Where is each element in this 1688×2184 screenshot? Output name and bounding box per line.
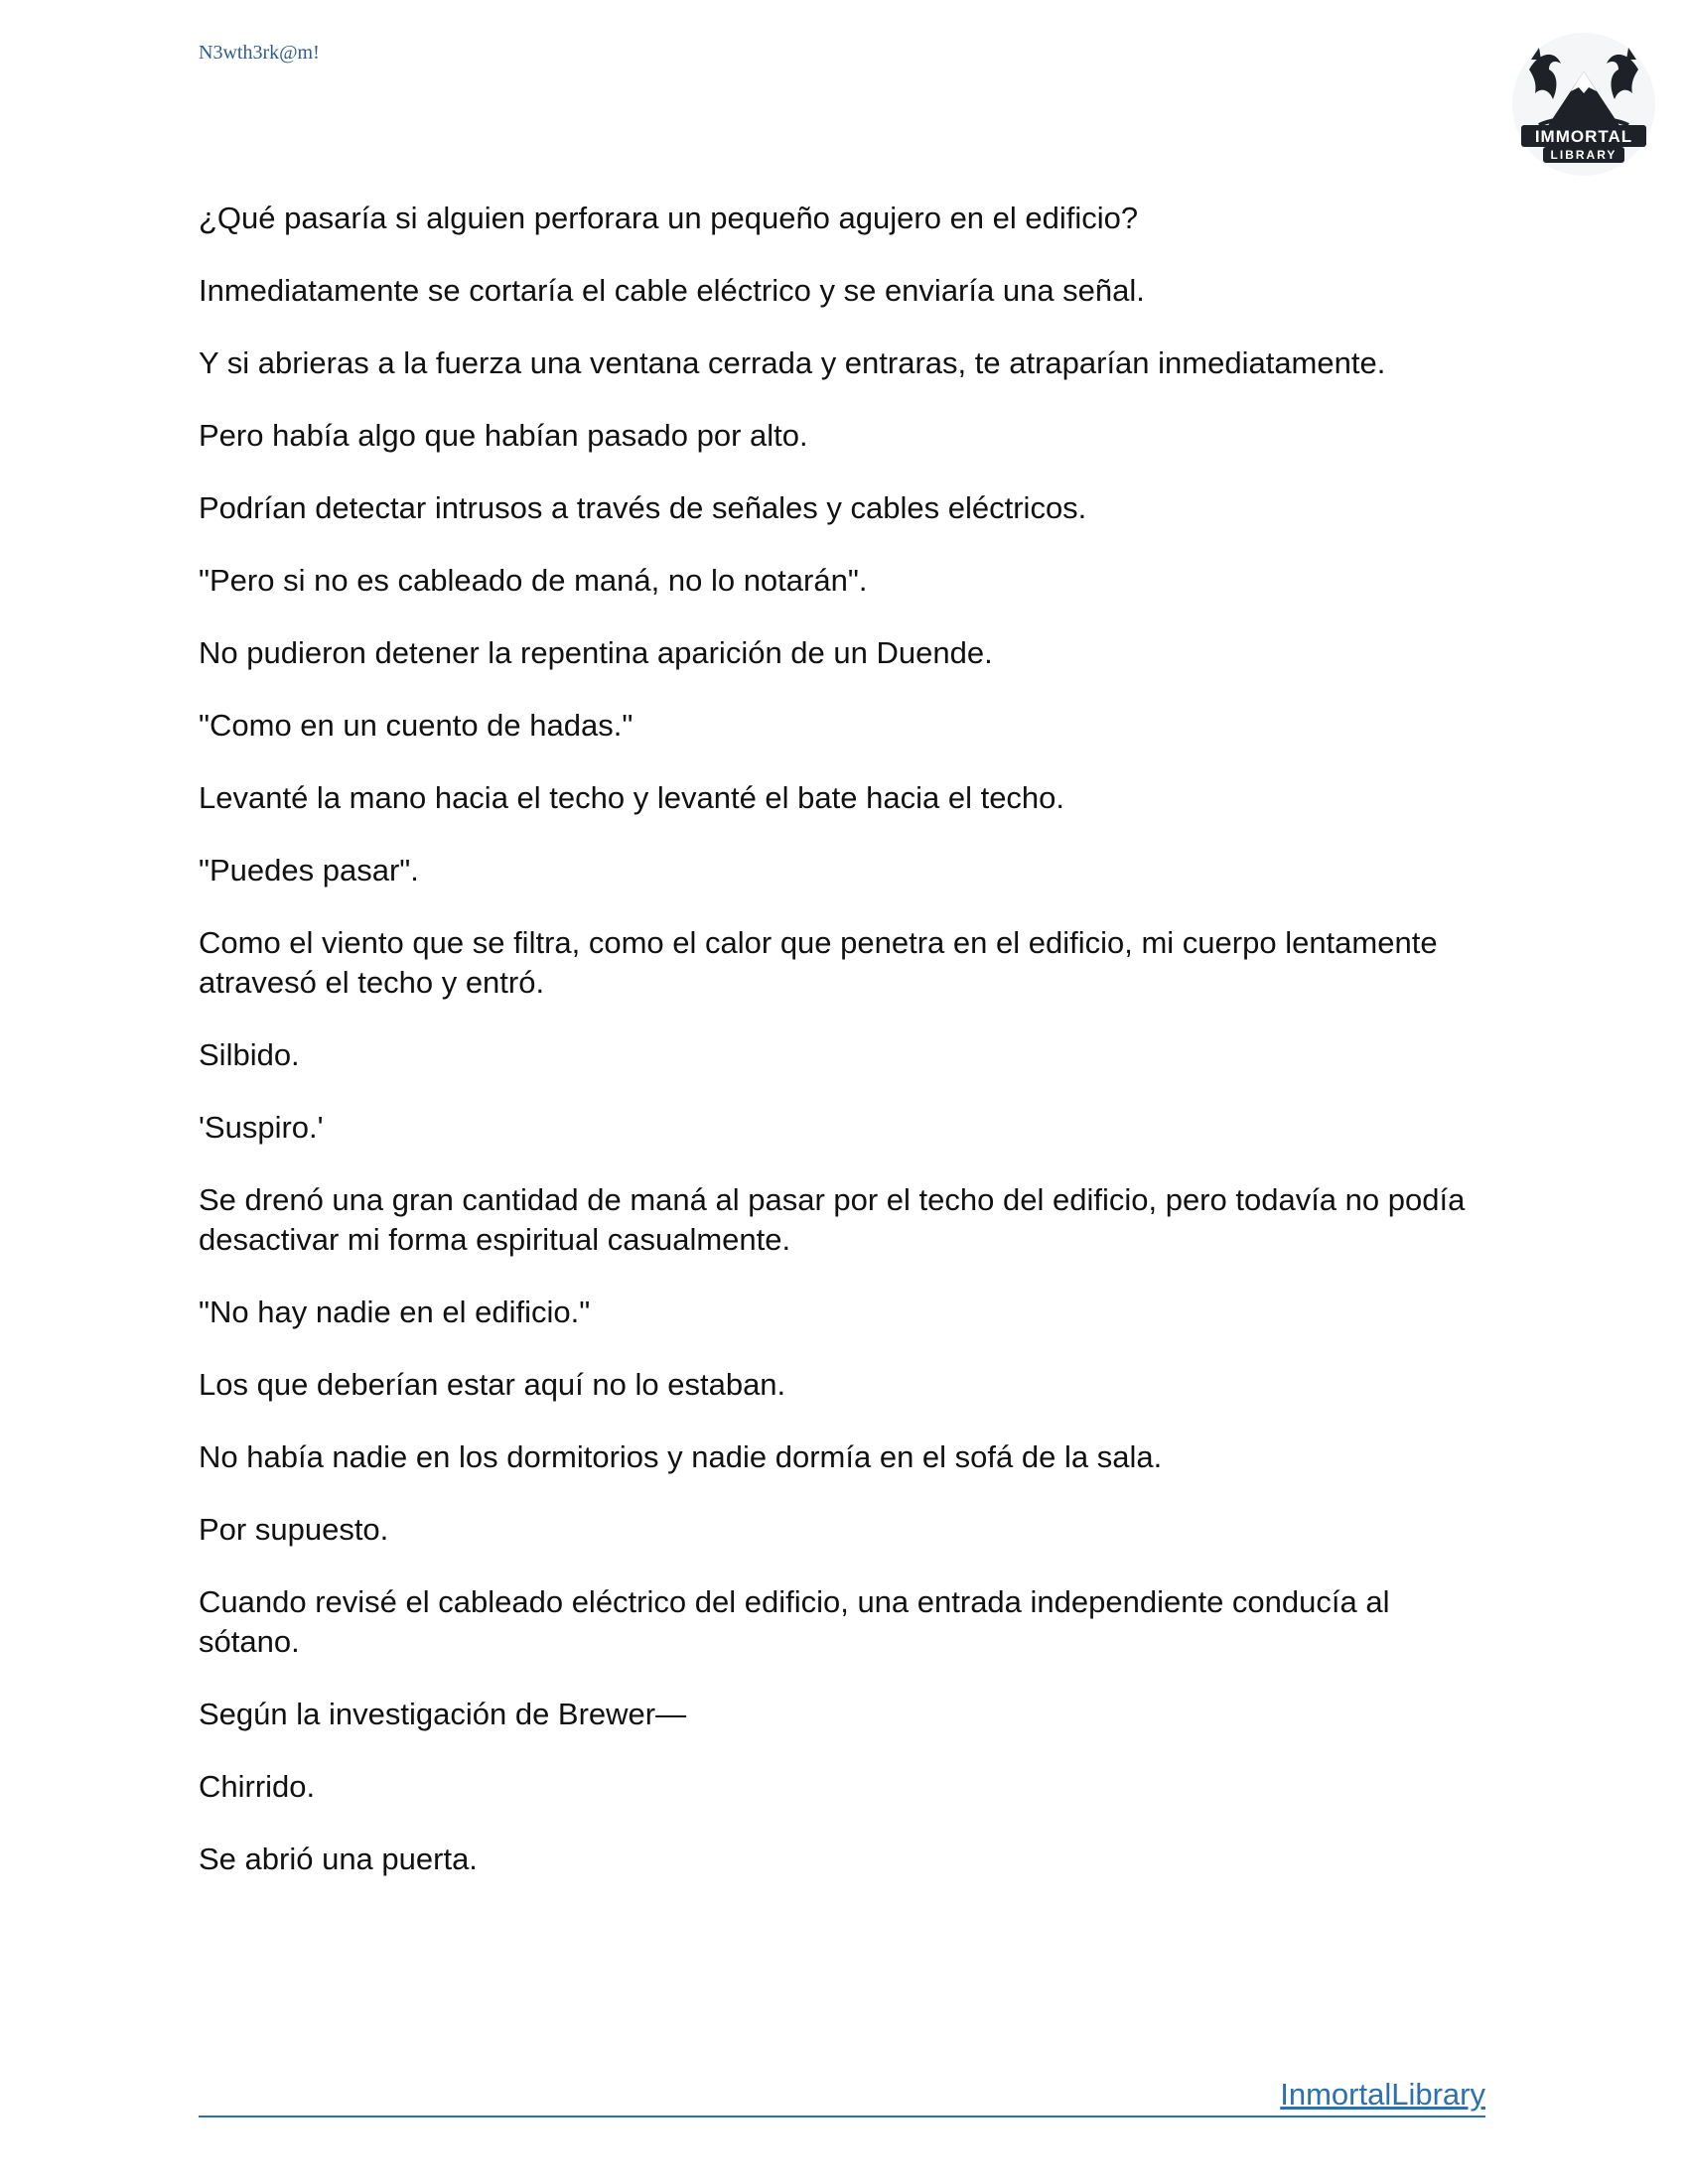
paragraph: Chirrido. [199, 1769, 316, 1804]
paragraph: Se abrió una puerta. [199, 1842, 478, 1876]
paragraph: "Pero si no es cableado de maná, no lo notarán". [199, 563, 868, 598]
logo-top-text: IMMORTAL [1534, 127, 1633, 146]
paragraph: No había nadie en los dormitorios y nadie dormía en el sofá de la sala. [199, 1439, 1163, 1474]
paragraph: ¿Qué pasaría si alguien perforara un pequeño agujero en el edificio? [199, 201, 1139, 235]
chapter-body [199, 199, 1489, 1912]
logo-bottom-text: LIBRARY [1550, 148, 1618, 162]
paragraph: Inmediatamente se cortaría el cable eléctrico y se enviaría una señal. [199, 273, 1145, 308]
paragraph: Pero había algo que habían pasado por alto. [199, 418, 808, 453]
paragraph: 'Suspiro.' [199, 1110, 324, 1145]
paragraph: "No hay nadie en el edificio." [199, 1295, 591, 1329]
paragraph: "Puedes pasar". [199, 853, 419, 887]
header-text: N3wth3rk@m! [199, 42, 320, 64]
immortal-library-logo [1509, 30, 1658, 179]
paragraph: Silbido. [199, 1037, 300, 1072]
paragraph: Y si abrieras a la fuerza una ventana cerrada y entraras, te atraparían inmediatamente. [199, 345, 1386, 380]
paragraph: Los que deberían estar aquí no lo estaban. [199, 1367, 786, 1402]
footer-library-link[interactable]: InmortalLibrary [1280, 2077, 1485, 2112]
paragraph: Según la investigación de Brewer— [199, 1697, 687, 1731]
footer-divider [199, 2116, 1485, 2117]
paragraph: Cuando revisé el cableado eléctrico del edificio, una entrada independiente conducía al sótano. [199, 1584, 1390, 1659]
paragraph: Se drenó una gran cantidad de maná al pasar por el techo del edificio, pero todavía no podía desactivar mi forma espiritual casualmente. [199, 1182, 1466, 1257]
paragraph: "Como en un cuento de hadas." [199, 708, 633, 743]
paragraph: Por supuesto. [199, 1512, 389, 1547]
paragraph: No pudieron detener la repentina aparición de un Duende. [199, 635, 993, 670]
paragraph: Levanté la mano hacia el techo y levanté el bate hacia el techo. [199, 780, 1065, 815]
paragraph: Como el viento que se filtra, como el calor que penetra en el edificio, mi cuerpo lentamente atravesó el techo y entró. [199, 925, 1438, 1000]
paragraph: Podrían detectar intrusos a través de señales y cables eléctricos. [199, 490, 1087, 525]
